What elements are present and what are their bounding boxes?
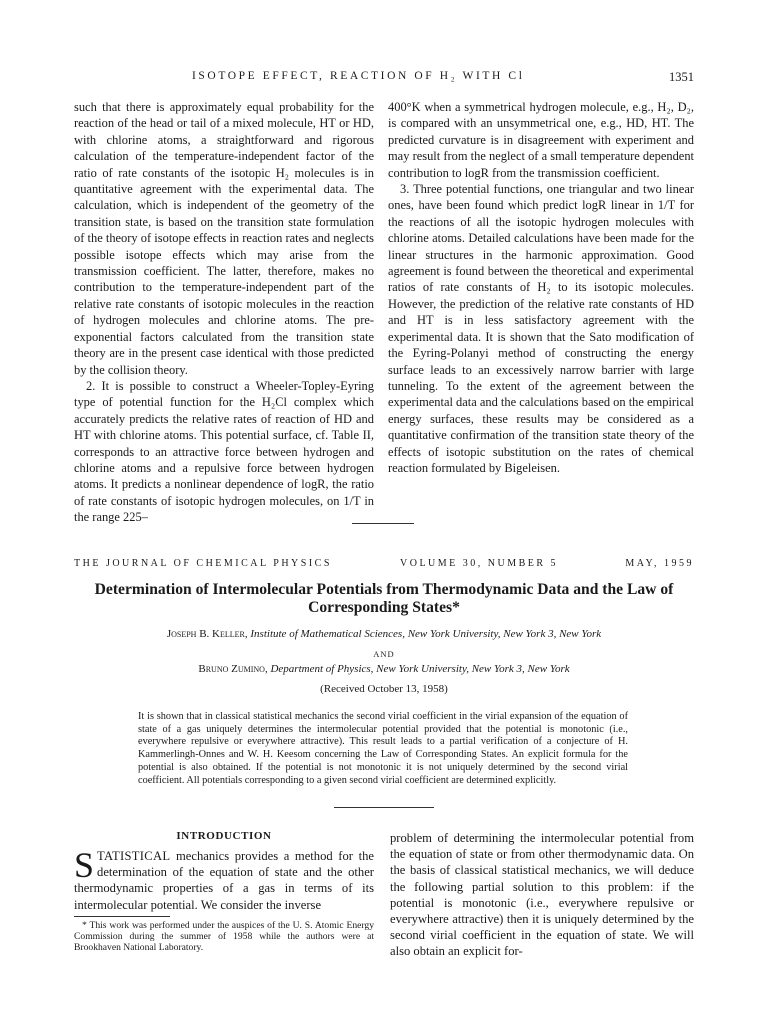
article-title-line: Determination of Intermolecular Potentials from Thermodynamic Data and the Law of xyxy=(94,581,674,598)
author-affiliation: Institute of Mathematical Sciences, New York University, New York 3, New York xyxy=(250,628,602,640)
author-name: Bruno Zumino, xyxy=(198,663,268,675)
received-date: (Received October 13, 1958) xyxy=(320,683,448,695)
paragraph: 400°K when a symmetrical hydrogen molecule, e.g., H₂, D₂, is compared with an unsymmetrical one, e.g., HD, HT. The predicted curvature is in disagreement with experiment and may result from the neglect of a small temperature dependent contribution to logR from the transmission coefficient. xyxy=(388,100,694,180)
page-number: 1351 xyxy=(669,70,694,84)
footnote: * This work was performed under the auspices of the U. S. Atomic Energy Commission during the summer of 1958 while the authors were at Brookhaven National Laboratory. xyxy=(74,919,374,954)
journal-name: THE JOURNAL OF CHEMICAL PHYSICS xyxy=(74,558,332,569)
paragraph: such that there is approximately equal probability for the reaction of the head or tail of a mixed molecule, HT or HD, with chlorine atoms, a straightforward and rigorous calculation of the temperature-independent factor of the ratio of rate constants of the isotopic H₂ molecules is in quantitative agreement with the experimental data. The calculation, which is independent of the geometry of the transition state, is based on the transition state formulation of the theory of isotope effects in reaction rates and neglects possible isotope effects which may arise from the transmission coefficient. The latter, therefore, makes no contribution to the temperature-independent part of the relative rate constants of isotopic molecules in the reaction of hydrogen molecules and chlorine atoms. The pre-exponential factors calculated from the transition state theory are in the present case identical with those predicted by the collision theory. xyxy=(74,100,374,377)
abstract: It is shown that in classical statistical mechanics the second virial coefficient in the virial expansion of the equation of state of a gas uniquely determines the intermolecular potential provided that the potential is monotonic (i.e., everywhere repulsive or everywhere attractive). This result leads to a partial verification of a conjecture of H. Kammerlingh-Onnes and W. H. Keesom concerning the Law of Corresponding States. An explicit formula for the potential is also obtained. If the potential is not monotonic it is not uniquely determined by the second virial coefficient. All potentials corresponding to a given second virial coefficient are determined explicitly. xyxy=(138,711,628,786)
article-title xyxy=(70,581,698,617)
author-conjunction: AND xyxy=(373,649,395,659)
running-head-title: ISOTOPE EFFECT, REACTION OF H₂ WITH Cl xyxy=(192,70,525,82)
author-name: Joseph B. Keller, xyxy=(166,628,248,640)
paragraph: 3. Three potential functions, one triangular and two linear ones, have been found which predict logR linear in 1/T for the reactions of all the isotopic hydrogen molecules with chlorine atoms. Detailed calculations have been made for the linear structures in the harmonic approximation. Good agreement is found between the theoretical and experimental ratios of rate constants of H₂ to its isotopic molecules. However, the prediction of the relative rate constants of HD and HT is in less satisfactory agreement with the experimental data. It is shown that the Sato modification of the Eyring-Polanyi method of constructing the energy surface leads to an excessively narrow barrier with large tunneling. To the extent of the agreement between the experimental data and the calculations based on the empirical energy surfaces, these results may be considered as a quantitative confirmation of the transition state theory of the effects of isotopic substitution on the rates of chemical reaction formulated by Bigeleisen. xyxy=(388,182,694,475)
paragraph: 2. It is possible to construct a Wheeler-Topley-Eyring type of potential function for the H₂Cl complex which accurately predicts the relative rates of reaction of HD and HT with chlorine atoms. This potential surface, cf. Table II, corresponds to an attractive force between hydrogen and chlorine atoms and a repulsive force between hydrogen atoms. It predicts a nonlinear dependence of logR, the ratio of rate constants of isotopic hydrogen molecules, on 1/T in the range 225– xyxy=(74,378,374,525)
author-line xyxy=(74,627,694,641)
author-line xyxy=(74,662,694,676)
lead-word: TATISTICAL xyxy=(97,849,171,863)
journal-date: MAY, 1959 xyxy=(625,558,694,569)
article-title-line: Corresponding States* xyxy=(308,599,460,616)
section-heading: INTRODUCTION xyxy=(176,830,272,842)
paragraph-text: mechanics provides a method for the determination of the equation of state and the other thermodynamic properties of a gas in terms of its intermolecular potential. We consider the inverse xyxy=(74,849,374,912)
introduction-left-column xyxy=(74,830,374,954)
previous-article-right-column xyxy=(388,99,694,476)
section-divider xyxy=(334,807,434,808)
section-divider xyxy=(352,523,414,524)
footnote-rule xyxy=(74,916,170,917)
author-affiliation: Department of Physics, New York University, New York 3, New York xyxy=(270,663,570,675)
previous-article-left-column xyxy=(74,99,374,526)
journal-volume: VOLUME 30, NUMBER 5 xyxy=(400,558,559,569)
introduction-paragraph xyxy=(74,845,374,913)
introduction-right-column: problem of determining the intermolecular potential from the equation of state or from other thermodynamic data. On the basis of classical statistical mechanics, we will deduce the following partial solution to this problem: if the potential is monotonic (i.e., everywhere repulsive or everywhere attractive) then it is uniquely determined by the second virial coefficient in the equation of state. We will also obtain an explicit for- xyxy=(390,831,694,959)
drop-cap: S xyxy=(74,845,95,885)
